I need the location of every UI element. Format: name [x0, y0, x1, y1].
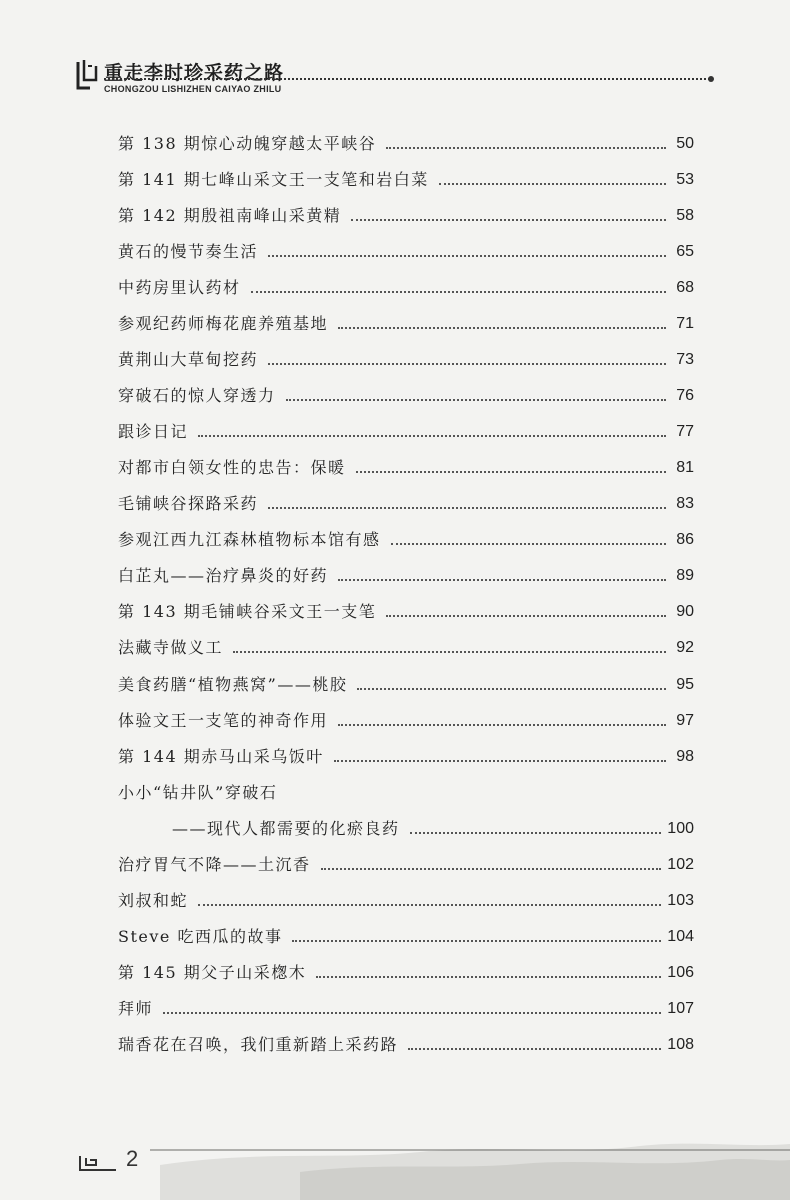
toc-entry-page: 104	[667, 928, 694, 945]
toc-entry-title: 法藏寺做义工	[118, 638, 224, 657]
header-rule	[104, 78, 710, 80]
toc-entry-title: 第 138 期惊心动魄穿越太平峡谷	[118, 134, 377, 153]
toc-entry-page: 89	[676, 567, 694, 584]
dot-leader	[316, 976, 661, 978]
dot-leader	[321, 868, 662, 870]
toc-entry	[118, 672, 694, 698]
toc-entry-page: 106	[667, 964, 694, 981]
toc-entry-page: 65	[676, 243, 694, 260]
toc-entry-title: 穿破石的惊人穿透力	[118, 386, 276, 405]
toc-entry-page: 102	[667, 856, 694, 873]
toc-entry	[118, 455, 694, 481]
dot-leader	[410, 832, 662, 834]
toc-entry-title: 体验文王一支笔的神奇作用	[118, 711, 329, 730]
toc-entry-page: 83	[676, 495, 694, 512]
dot-leader	[408, 1048, 661, 1050]
toc-entry-page: 68	[676, 279, 694, 296]
toc-entry-title: 中药房里认药材	[118, 278, 241, 297]
toc-entry	[118, 167, 694, 193]
toc-entry	[118, 347, 694, 373]
toc-entry-page: 90	[676, 603, 694, 620]
toc-entry-page: 58	[676, 207, 694, 224]
toc-entry-page: 92	[676, 639, 694, 656]
dot-leader	[251, 291, 666, 293]
dot-leader	[292, 940, 661, 942]
toc-entry-page: 50	[676, 135, 694, 152]
book-logo-icon	[74, 58, 100, 92]
dot-leader	[351, 219, 666, 221]
toc-entry	[118, 131, 694, 157]
toc-entry	[118, 563, 694, 589]
toc-entry-title: 第 142 期殷祖南峰山采黄精	[118, 206, 342, 225]
toc-entry-title: 治疗胃气不降——土沉香	[118, 855, 311, 874]
toc-entry-page: 53	[676, 171, 694, 188]
dot-leader	[268, 363, 666, 365]
toc-entry-page: 73	[676, 351, 694, 368]
toc-entry-title: 参观江西九江森林植物标本馆有感	[118, 530, 381, 549]
toc-entry	[118, 275, 694, 301]
toc-entry-title: 拜师	[118, 999, 154, 1018]
dot-leader	[386, 147, 666, 149]
toc-entry	[118, 491, 694, 517]
dot-leader	[439, 183, 666, 185]
toc-entry	[118, 996, 694, 1022]
toc-entry-title: 瑞香花在召唤，我们重新踏上采药路	[118, 1035, 399, 1054]
toc-entry-title: 跟诊日记	[118, 422, 189, 441]
toc-entry-title: 参观纪药师梅花鹿养殖基地	[118, 314, 329, 333]
toc-entry-page: 108	[667, 1036, 694, 1053]
toc-entry-page: 71	[676, 315, 694, 332]
dot-leader	[338, 579, 666, 581]
dot-leader	[391, 543, 666, 545]
page-number-ornament-icon	[76, 1150, 122, 1176]
toc-entry	[118, 924, 694, 950]
toc-entry-title: 小小“钻井队”穿破石	[118, 783, 278, 802]
toc-entry-title: 第 143 期毛铺峡谷采文王一支笔	[118, 602, 377, 621]
toc-entry-title: 黄石的慢节奏生活	[118, 242, 259, 261]
toc-entry-page: 76	[676, 387, 694, 404]
page-number: 2	[126, 1146, 139, 1171]
toc-entry	[118, 383, 694, 409]
toc-entry	[118, 888, 694, 914]
toc-entry-page: 103	[667, 892, 694, 909]
toc-entry-page: 98	[676, 748, 694, 765]
running-header-title: 重走李时珍采药之路	[104, 62, 285, 84]
toc-entry	[118, 527, 694, 553]
toc-entry-title: Steve 吃西瓜的故事	[118, 927, 283, 946]
toc-entry-page: 86	[676, 531, 694, 548]
toc-entry-title: 第 144 期赤马山采乌饭叶	[118, 747, 324, 766]
dot-leader	[357, 688, 666, 690]
toc-entry-title: ——现代人都需要的化瘀良药	[172, 819, 400, 838]
toc-entry-page: 97	[676, 712, 694, 729]
dot-leader	[198, 904, 661, 906]
toc-entry	[118, 744, 694, 770]
toc-entry	[172, 816, 694, 842]
toc-entry-title: 黄荆山大草甸挖药	[118, 350, 259, 369]
toc-entry-page: 77	[676, 423, 694, 440]
dot-leader	[233, 651, 666, 653]
dot-leader	[198, 435, 666, 437]
dot-leader	[268, 255, 666, 257]
toc-entry-title: 第 141 期七峰山采文王一支笔和岩白菜	[118, 170, 429, 189]
dot-leader	[338, 327, 666, 329]
toc-entry-title: 对都市白领女性的忠告：保暖	[118, 458, 346, 477]
dot-leader	[338, 724, 666, 726]
dot-leader	[334, 760, 666, 762]
dot-leader	[163, 1012, 661, 1014]
toc-entry	[118, 311, 694, 337]
dot-leader	[386, 615, 666, 617]
toc-entry-page: 95	[676, 676, 694, 693]
toc-entry	[118, 203, 694, 229]
dot-leader	[356, 471, 666, 473]
toc-entry-title: 白芷丸——治疗鼻炎的好药	[118, 566, 329, 585]
toc-entry	[118, 1032, 694, 1058]
toc-entry-title: 第 145 期父子山采楤木	[118, 963, 307, 982]
toc-entry	[118, 635, 694, 661]
toc-entry	[118, 960, 694, 986]
toc-entry-page: 100	[667, 820, 694, 837]
toc-entry-heading	[118, 780, 694, 806]
dot-leader	[286, 399, 666, 401]
header-rule-end	[708, 76, 714, 82]
toc-entry-title: 美食药膳“植物燕窝”——桃胶	[118, 675, 348, 694]
toc-entry	[118, 599, 694, 625]
running-header-subtitle: CHONGZOU LISHIZHEN CAIYAO ZHILU	[104, 84, 282, 94]
toc-entry	[118, 852, 694, 878]
toc-entry-title: 毛铺峡谷探路采药	[118, 494, 259, 513]
toc-entry-title: 刘叔和蛇	[118, 891, 189, 910]
toc-entry-page: 107	[667, 1000, 694, 1017]
toc-entry	[118, 419, 694, 445]
dot-leader	[268, 507, 666, 509]
toc-entry	[118, 708, 694, 734]
toc-entry	[118, 239, 694, 265]
toc-entry-page: 81	[676, 459, 694, 476]
